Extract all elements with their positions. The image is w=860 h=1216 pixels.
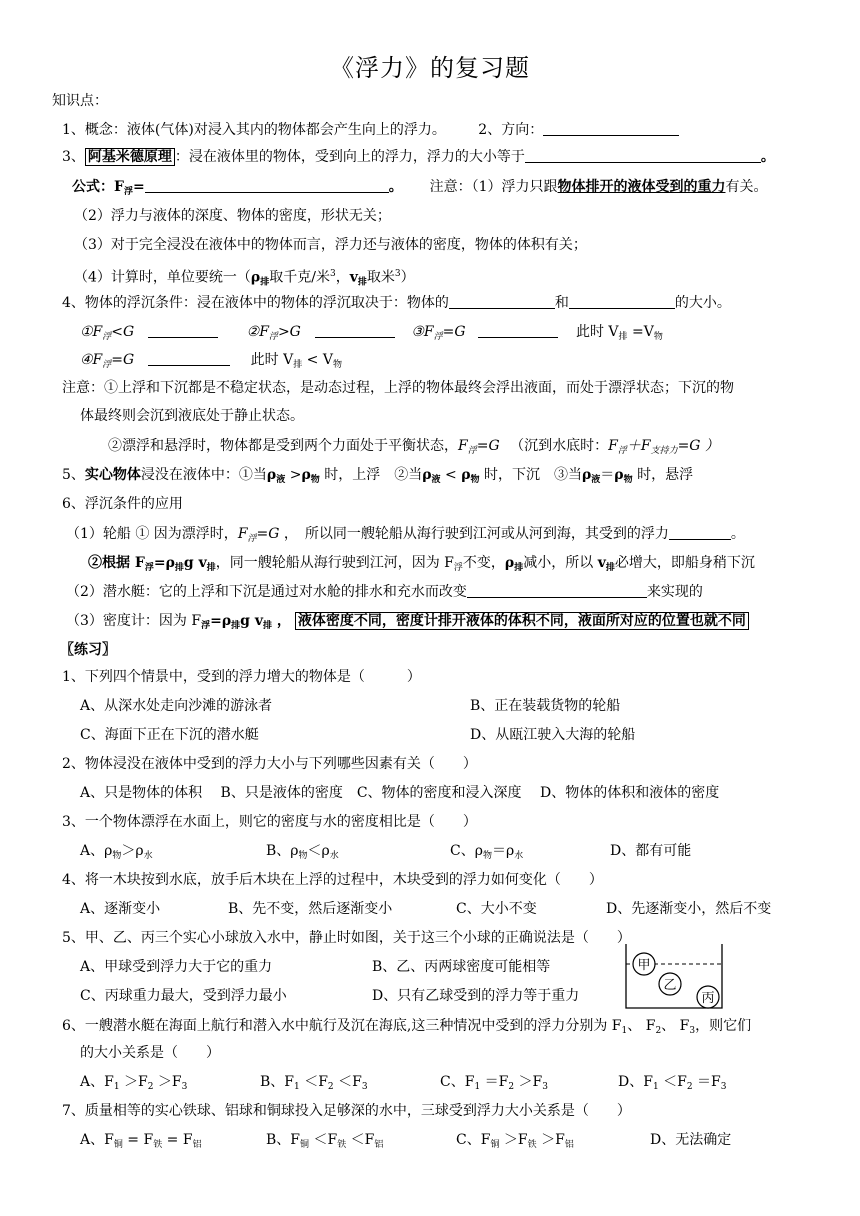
q1: 1、下列四个情景中，受到的浮力增大的物体是（ ） (62, 669, 421, 685)
float-blank-1[interactable] (449, 294, 555, 309)
cond-blank-4[interactable] (148, 351, 230, 366)
note-1: 注意：（1）浮力只跟 (429, 179, 558, 195)
q5: 5、甲、乙、丙三个实心小球放入水中，静止时如图，关于这三个小球的正确说法是（ ） (62, 930, 631, 946)
knowledge-6: 6、浮沉条件的应用 (62, 496, 183, 512)
formula-blank[interactable] (145, 178, 389, 193)
note-3: （3）对于完全浸没在液体中的物体而言，浮力还与液体的密度，物体的体积有关； (74, 237, 587, 253)
float-blank-2[interactable] (569, 294, 675, 309)
knowledge-3: 3、 阿基米德原理 ：浸在液体里的物体，受到向上的浮力，浮力的大小等于 。 (62, 149, 775, 165)
ball-jia-label: 甲 (637, 958, 651, 973)
q5-option-c[interactable]: C、丙球重力最大，受到浮力最小 (80, 988, 287, 1004)
formula-line: 公式：$F_浮=$ 。 注意：（1）浮力只跟物体排开的液体受到的重力有关。 (72, 179, 768, 197)
app-submarine: （2）潜水艇：它的上浮和下沉是通过对水舱的排水和充水而改变 来实现的 (66, 584, 703, 600)
q3: 3、一个物体漂浮在水面上，则它的密度与水的密度相比是（ ） (62, 814, 477, 830)
ship-blank[interactable] (669, 525, 731, 540)
q7-option-d[interactable]: D、无法确定 (650, 1132, 732, 1148)
q6-option-a[interactable]: A、$F_1 >F_2 >F_3$ (80, 1074, 188, 1092)
note-states-2: ②漂浮和悬浮时，物体都是受到两个力面处于平衡状态，$F_浮=G$ （沉到水底时：$F_浮+F_{支持力}=G$ ） (108, 438, 719, 456)
direction-blank[interactable] (543, 121, 679, 136)
cond-blank-3[interactable] (478, 323, 558, 338)
q1-option-d[interactable]: D、从瓯江驶入大海的轮船 (470, 727, 636, 743)
q6-line-2: 的大小关系是（ ） (80, 1045, 220, 1061)
q3-option-b[interactable]: B、$\rho_物<\rho_水$ (266, 843, 339, 861)
q1-option-c[interactable]: C、海面下正在下沉的潜水艇 (80, 727, 259, 743)
note-states-1: 注意：①上浮和下沉都是不稳定状态，是动态过程，上浮的物体最终会浮出液面，而处于漂浮状态；下沉的物 (62, 380, 734, 396)
note-states-1b: 体最终则会沉到液底处于静止状态。 (80, 408, 304, 424)
conditions-row-2: $④F_浮=G$ 此时 $V_排 < V_物$ (80, 352, 342, 370)
q4-option-c[interactable]: C、大小不变 (456, 901, 537, 917)
q2: 2、物体浸没在液体中受到的浮力大小与下列哪些因素有关（ ） (62, 756, 477, 772)
q4: 4、将一木块按到水底，放手后木块在上浮的过程中，木块受到的浮力如何变化（ ） (62, 872, 603, 888)
cond-blank-1[interactable] (148, 323, 218, 338)
q3-option-a[interactable]: A、$\rho_物>\rho_水$ (80, 843, 153, 861)
archimedes-text: ：浸在液体里的物体，受到向上的浮力，浮力的大小等于 (174, 149, 525, 165)
q7-option-b[interactable]: B、$F_铜 <F_铁 <F_铝$ (266, 1132, 384, 1150)
app-ship-1: （1）轮船 ① 因为漂浮时，$F_浮=G$ ， 所以同一艘轮船从海行驶到江河或从河到海，其受到的浮力 。 (66, 526, 745, 544)
q7-option-c[interactable]: C、$F_铜 >F_铁 >F_铝$ (456, 1132, 574, 1150)
note-2: （2）浮力与液体的深度、物体的密度，形状无关； (74, 208, 391, 224)
knowledge-label: 知识点： (52, 93, 108, 109)
q1-option-b[interactable]: B、正在装载货物的轮船 (470, 698, 621, 714)
note-4: （4）计算时，单位要统一（$\rho_排$取千克/米$^3$，$v_排$取米$^3$） (74, 269, 415, 288)
q7: 7、质量相等的实心铁球、铝球和铜球投入足够深的水中，三球受到浮力大小关系是（ ） (62, 1103, 631, 1119)
page-title: 《浮力》的复习题 (330, 54, 530, 82)
q6-option-c[interactable]: C、$F_1 =F_2 >F_3$ (440, 1074, 548, 1092)
direction-label: 2、方向： (478, 122, 544, 138)
ball-yi-label: 乙 (663, 978, 677, 993)
q4-option-d[interactable]: D、先逐渐变小，然后不变 (606, 901, 772, 917)
q6: 6、一艘潜水艇在海面上航行和潜入水中航行及沉在海底,这三种情况中受到的浮力分别为 $F_1$、 $F_2$、 $F_3$，则它们 (62, 1018, 752, 1036)
knowledge-1 (62, 120, 679, 140)
practice-heading: 〖练习〗 (60, 642, 116, 658)
item-number: 3、 (62, 149, 85, 165)
submarine-blank[interactable] (467, 583, 647, 598)
q2-options[interactable]: A、只是物体的体积 B、只是液体的密度 C、物体的密度和浸入深度 D、物体的体积和液体的密度 (80, 785, 720, 801)
q1-option-a[interactable]: A、从深水处走向沙滩的游泳者 (80, 698, 273, 714)
conditions-row-1: $①F_浮<G$ $②F_浮>G$ $③F_浮=G$ 此时 $V_排 =V_物$ (80, 324, 663, 342)
cond-blank-2[interactable] (315, 323, 395, 338)
q7-option-a[interactable]: A、$F_铜 = F_铁 = F_铝$ (80, 1132, 202, 1150)
app-ship-2: ②根据 $F_浮=\rho_排g$ $v_排$，同一艘轮船从海行驶到江河，因为 $F_浮$不变，$\rho_排$减小，所以 $v_排$必增大，即船身稍下沉 (88, 555, 755, 573)
q6-option-b[interactable]: B、$F_1 <F_2 <F_3$ (260, 1074, 368, 1092)
q4-option-a[interactable]: A、逐渐变小 (80, 901, 161, 917)
ball-bing-label: 丙 (701, 991, 715, 1006)
app-hydrometer: （3）密度计：因为 $F_浮=\rho_排g$ $v_排$ ， 液体密度不同，密度计排开液体的体积不同，液面所对应的位置也就不同 (66, 611, 749, 636)
hydrometer-box: 液体密度不同，密度计排开液体的体积不同，液面所对应的位置也就不同 (295, 612, 749, 630)
q5-option-d[interactable]: D、只有乙球受到的浮力等于重力 (372, 988, 580, 1004)
q6-option-d[interactable]: D、$F_1 <F_2 =F_3$ (618, 1074, 727, 1092)
knowledge-4: 4、物体的浮沉条件：浸在液体中的物体的浮沉取决于：物体的 和 的大小。 (62, 295, 731, 311)
archimedes-blank[interactable] (525, 148, 761, 163)
q3-option-c[interactable]: C、$\rho_物=\rho_水$ (450, 843, 524, 861)
q5-option-a[interactable]: A、甲球受到浮力大于它的重力 (80, 959, 273, 975)
three-balls-figure (624, 944, 724, 1010)
concept-text: 1、概念：液体(气体)对浸入其内的物体都会产生向上的浮力。 (62, 122, 446, 138)
q5-option-b[interactable]: B、乙、丙两球密度可能相等 (372, 959, 551, 975)
archimedes-term: 阿基米德原理 (85, 148, 175, 166)
knowledge-5: 5、实心物体浸没在液体中：①当$\rho_液 >\rho_物$ 时，上浮 ②当$\rho_液 < \rho_物$ 时，下沉 ③当$\rho_液=\rho_物$ 时，悬浮 (62, 467, 694, 485)
note-1-underline: 物体排开的液体受到的重力 (557, 179, 726, 195)
q4-option-b[interactable]: B、先不变，然后逐渐变小 (228, 901, 393, 917)
q3-option-d[interactable]: D、都有可能 (610, 843, 692, 859)
